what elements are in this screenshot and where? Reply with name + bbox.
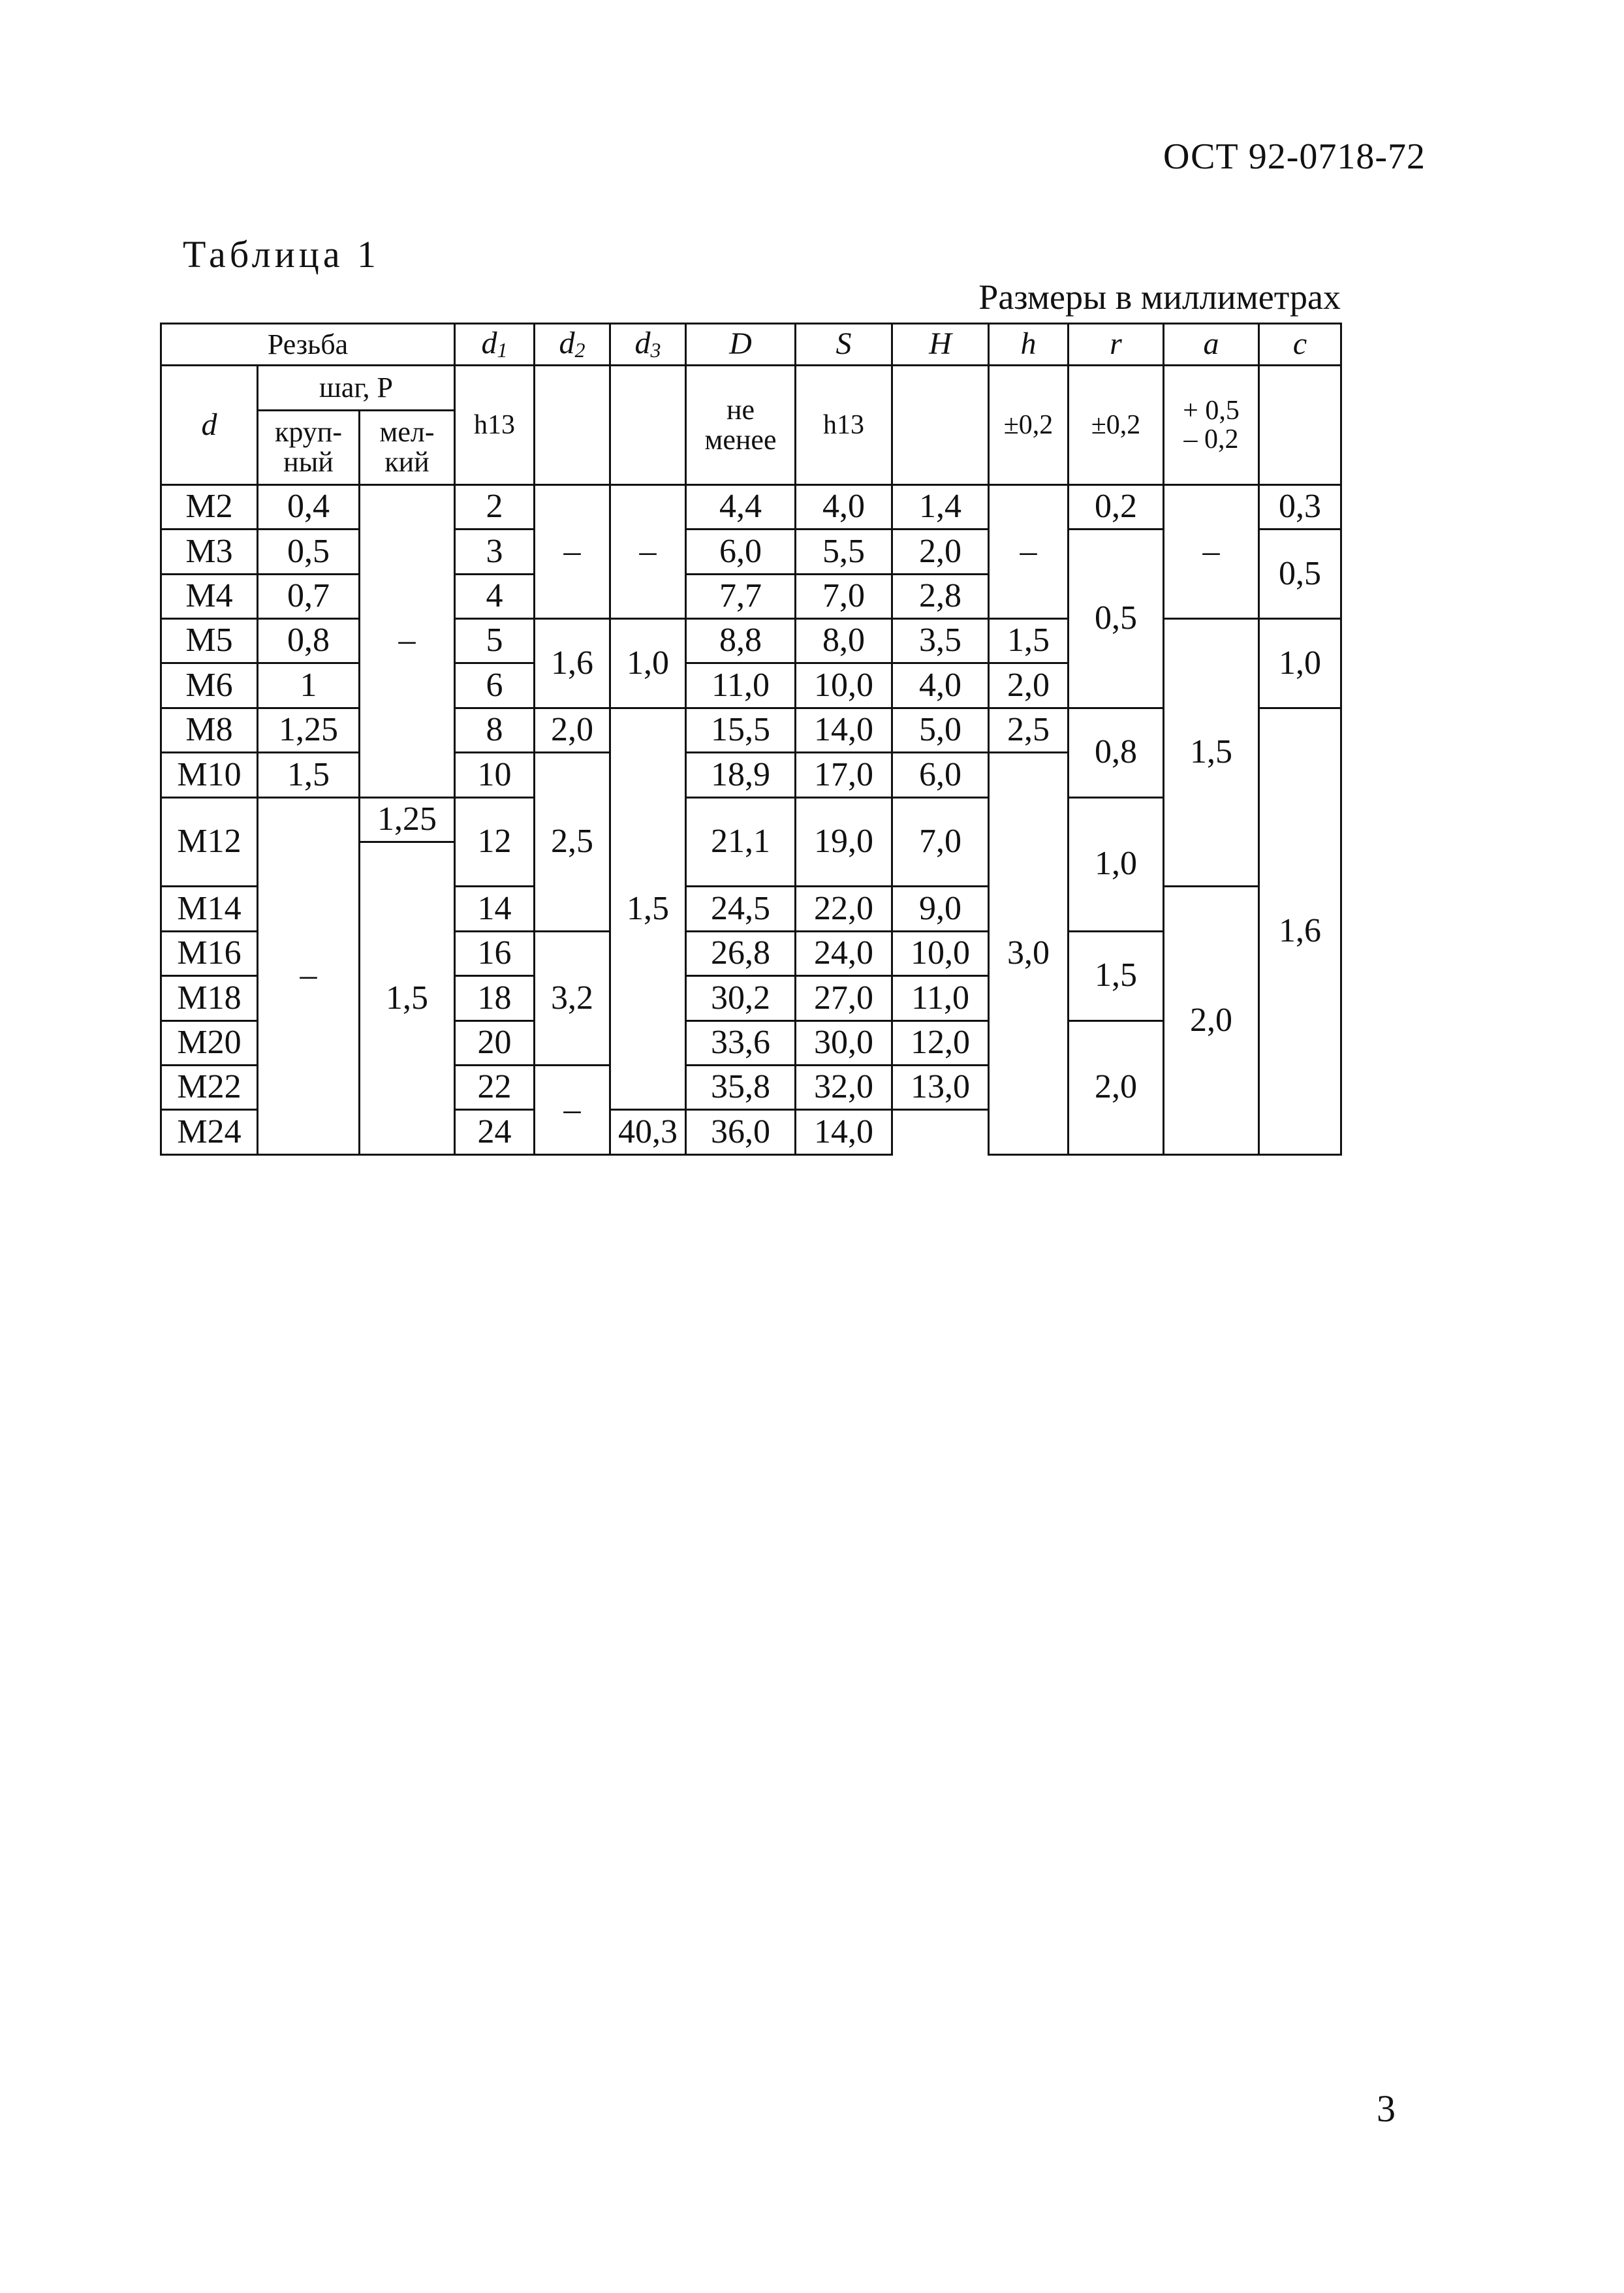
cell-D: 30,2 xyxy=(686,976,796,1020)
tol-d1: h13 xyxy=(455,366,535,484)
tol-d3 xyxy=(610,366,686,484)
cell-coarse: 0,7 xyxy=(258,574,360,618)
cell-H: 5,0 xyxy=(892,708,989,752)
cell-S: 27,0 xyxy=(796,976,892,1020)
cell-d2: 1,6 xyxy=(535,618,610,708)
cell-d1: 2 xyxy=(455,484,535,529)
cell-r: 1,5 xyxy=(1069,931,1164,1020)
cell-c: 1,6 xyxy=(1259,708,1341,1154)
cell-h: 3,0 xyxy=(989,753,1069,1155)
cell-S: 30,0 xyxy=(796,1020,892,1065)
cell-coarse: 0,8 xyxy=(258,618,360,663)
cell-D: 33,6 xyxy=(686,1020,796,1065)
cell-d: M12 xyxy=(161,797,258,887)
header-d2: d2 xyxy=(535,324,610,366)
cell-H: 2,8 xyxy=(892,574,989,618)
header-H: H xyxy=(892,324,989,366)
cell-c: 0,5 xyxy=(1259,530,1341,619)
header-d1: d1 xyxy=(455,324,535,366)
cell-S: 32,0 xyxy=(796,1065,892,1109)
cell-D: 8,8 xyxy=(686,618,796,663)
cell-coarse: – xyxy=(258,797,360,1154)
header-fine: мел- кий xyxy=(360,410,455,484)
cell-d2: 3,2 xyxy=(535,931,610,1065)
cell-S: 14,0 xyxy=(796,708,892,752)
cell-coarse: 1,25 xyxy=(258,708,360,752)
cell-d1: 16 xyxy=(455,931,535,975)
tol-a: + 0,5 – 0,2 xyxy=(1164,366,1259,484)
cell-H: 11,0 xyxy=(892,976,989,1020)
tol-c xyxy=(1259,366,1341,484)
cell-c: 0,3 xyxy=(1259,484,1341,529)
cell-D: 15,5 xyxy=(686,708,796,752)
cell-d: M10 xyxy=(161,753,258,797)
tol-D: не менее xyxy=(686,366,796,484)
cell-H: 9,0 xyxy=(892,887,989,931)
cell-d: M8 xyxy=(161,708,258,752)
cell-d: M14 xyxy=(161,887,258,931)
cell-fine: 1,5 xyxy=(360,842,455,1154)
cell-d: M16 xyxy=(161,931,258,975)
cell-d1: 5 xyxy=(455,618,535,663)
cell-D: 11,0 xyxy=(686,663,796,708)
header-pitch: шаг, Р xyxy=(258,366,455,410)
cell-h: 2,5 xyxy=(989,708,1069,752)
cell-a: 1,5 xyxy=(1164,618,1259,886)
cell-r: 0,8 xyxy=(1069,708,1164,797)
cell-D: 7,7 xyxy=(686,574,796,618)
cell-d2: 2,5 xyxy=(535,753,610,932)
cell-S: 24,0 xyxy=(796,931,892,975)
cell-coarse: 0,5 xyxy=(258,530,360,574)
cell-r: 0,2 xyxy=(1069,484,1164,529)
cell-d: M24 xyxy=(161,1110,258,1155)
tol-H xyxy=(892,366,989,484)
cell-d: M4 xyxy=(161,574,258,618)
cell-S: 22,0 xyxy=(796,887,892,931)
header-c: c xyxy=(1259,324,1341,366)
cell-d: M5 xyxy=(161,618,258,663)
cell-H: 3,5 xyxy=(892,618,989,663)
cell-r: 0,5 xyxy=(1069,530,1164,708)
cell-d3: 1,0 xyxy=(610,618,686,708)
cell-d1: 22 xyxy=(455,1065,535,1109)
cell-H: 13,0 xyxy=(892,1065,989,1109)
cell-r: 1,0 xyxy=(1069,797,1164,931)
cell-h: 2,0 xyxy=(989,663,1069,708)
cell-fine: 1,25 xyxy=(360,797,455,842)
cell-h: 1,5 xyxy=(989,618,1069,663)
header-d3: d3 xyxy=(610,324,686,366)
cell-c: 1,0 xyxy=(1259,618,1341,708)
cell-d: M2 xyxy=(161,484,258,529)
cell-D: 24,5 xyxy=(686,887,796,931)
cell-d1: 8 xyxy=(455,708,535,752)
tol-S: h13 xyxy=(796,366,892,484)
cell-d: M3 xyxy=(161,530,258,574)
header-coarse: круп- ный xyxy=(258,410,360,484)
cell-d: M22 xyxy=(161,1065,258,1109)
cell-H: 4,0 xyxy=(892,663,989,708)
table-title: Таблица 1 xyxy=(183,233,381,276)
cell-D: 4,4 xyxy=(686,484,796,529)
cell-D: 18,9 xyxy=(686,753,796,797)
cell-d2: – xyxy=(535,484,610,618)
cell-r: 2,0 xyxy=(1069,1020,1164,1154)
cell-S: 5,5 xyxy=(796,530,892,574)
document-code: ОСТ 92-0718-72 xyxy=(1163,136,1426,177)
cell-S: 10,0 xyxy=(796,663,892,708)
cell-H: 7,0 xyxy=(892,797,989,887)
cell-H: 14,0 xyxy=(796,1110,892,1155)
header-h: h xyxy=(989,324,1069,366)
cell-d2: 2,0 xyxy=(535,708,610,752)
cell-S: 8,0 xyxy=(796,618,892,663)
tol-r: ±0,2 xyxy=(1069,366,1164,484)
cell-d1: 6 xyxy=(455,663,535,708)
cell-d3: – xyxy=(610,484,686,618)
cell-S: 19,0 xyxy=(796,797,892,887)
cell-d1: 18 xyxy=(455,976,535,1020)
header-D: D xyxy=(686,324,796,366)
cell-D: 21,1 xyxy=(686,797,796,887)
cell-d1: 14 xyxy=(455,887,535,931)
dimensions-table xyxy=(160,323,1342,1156)
cell-coarse: 1 xyxy=(258,663,360,708)
cell-d1: 20 xyxy=(455,1020,535,1065)
cell-H: 6,0 xyxy=(892,753,989,797)
cell-d: M6 xyxy=(161,663,258,708)
cell-H: 1,4 xyxy=(892,484,989,529)
cell-d3: 1,5 xyxy=(610,708,686,1110)
cell-d: M20 xyxy=(161,1020,258,1065)
cell-d1: 12 xyxy=(455,797,535,887)
header-d: d xyxy=(161,366,258,484)
cell-fine: – xyxy=(360,484,455,797)
cell-D: 40,3 xyxy=(610,1110,686,1155)
cell-D: 26,8 xyxy=(686,931,796,975)
cell-d1: 10 xyxy=(455,753,535,797)
cell-H: 10,0 xyxy=(892,931,989,975)
cell-D: 35,8 xyxy=(686,1065,796,1109)
cell-S: 4,0 xyxy=(796,484,892,529)
cell-S: 7,0 xyxy=(796,574,892,618)
cell-H: 2,0 xyxy=(892,530,989,574)
cell-coarse: 0,4 xyxy=(258,484,360,529)
header-a: a xyxy=(1164,324,1259,366)
header-thread: Резьба xyxy=(161,324,455,366)
cell-d: M18 xyxy=(161,976,258,1020)
page-number: 3 xyxy=(1377,2087,1396,2130)
cell-d1: 24 xyxy=(455,1110,535,1155)
units-caption: Размеры в миллиметрах xyxy=(978,277,1341,317)
cell-S: 36,0 xyxy=(686,1110,796,1155)
cell-d2: – xyxy=(535,1065,610,1154)
cell-h: – xyxy=(989,484,1069,618)
cell-d1: 4 xyxy=(455,574,535,618)
cell-a: 2,0 xyxy=(1164,887,1259,1155)
tol-d2 xyxy=(535,366,610,484)
cell-coarse: 1,5 xyxy=(258,753,360,797)
header-r: r xyxy=(1069,324,1164,366)
cell-H: 12,0 xyxy=(892,1020,989,1065)
cell-D: 6,0 xyxy=(686,530,796,574)
cell-a: – xyxy=(1164,484,1259,618)
cell-d1: 3 xyxy=(455,530,535,574)
tol-h: ±0,2 xyxy=(989,366,1069,484)
header-S: S xyxy=(796,324,892,366)
cell-S: 17,0 xyxy=(796,753,892,797)
